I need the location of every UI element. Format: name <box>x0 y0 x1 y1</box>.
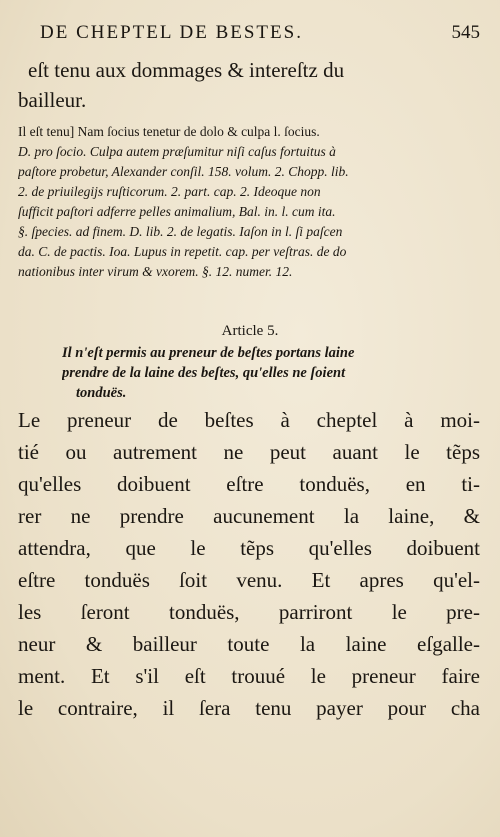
heading-line: Il n'eſt permis au preneur de beſtes portans laine <box>62 345 355 361</box>
note-line: D. pro ſocio. Culpa autem præſumitur niſi caſus fortuitus à <box>18 144 336 159</box>
note-line: §. ſpecies. ad finem. D. lib. 2. de legatis. Iaſon in l. ſi paſcen <box>18 224 343 239</box>
text-line: eſt tenu aux dommages & intereſtz du <box>28 58 345 82</box>
note-line: Il eſt tenu] Nam ſocius tenetur de dolo & culpa l. ſocius. <box>18 124 320 139</box>
body-line: attendra, que le tẽps qu'elles doibuent <box>18 536 480 560</box>
body-line: qu'elles doibuent eſtre tonduës, en ti- <box>18 472 480 496</box>
body-line: Le preneur de beſtes à cheptel à moi- <box>18 408 480 432</box>
article-body <box>18 404 480 724</box>
running-title: DE CHEPTEL DE BESTES. <box>40 22 303 43</box>
page-number: 545 <box>451 22 480 43</box>
note-line: paſtore probetur, Alexander conſil. 158. volum. 2. Chopp. lib. <box>18 164 349 179</box>
body-line: rer ne prendre aucunement la laine, & <box>18 504 480 528</box>
lead-paragraph <box>18 55 480 115</box>
text-line: bailleur. <box>18 88 87 112</box>
note-line: nationibus inter virum & vxorem. §. 12. numer. 12. <box>18 264 293 279</box>
body-line: neur & bailleur toute la laine eſgalle- <box>18 632 480 656</box>
article-heading <box>62 343 462 403</box>
commentary-note <box>18 122 480 282</box>
heading-line: tonduës. <box>76 385 127 401</box>
body-line: tié ou autrement ne peut auant le tẽps <box>18 440 480 464</box>
body-line: ment. Et s'il eſt trouué le preneur faire <box>18 664 480 688</box>
body-line: eſtre tonduës ſoit venu. Et apres qu'el- <box>18 568 480 592</box>
note-line: da. C. de pactis. Ioa. Lupus in repetit. cap. per veſtras. de do <box>18 244 347 259</box>
body-line: les ſeront tonduës, parriront le pre- <box>18 600 480 624</box>
heading-line: prendre de la laine des beſtes, qu'elles ne ſoient <box>62 365 346 381</box>
note-line: ſufficit paſtori adferre pelles animalium, Bal. in. l. cum ita. <box>18 204 336 219</box>
running-header <box>40 22 480 44</box>
body-line: le contraire, il ſera tenu payer pour cha <box>18 696 480 720</box>
note-line: 2. de priuilegijs ruſticorum. 2. part. cap. 2. Ideoque non <box>18 184 321 199</box>
article-label: Article 5. <box>221 323 279 339</box>
